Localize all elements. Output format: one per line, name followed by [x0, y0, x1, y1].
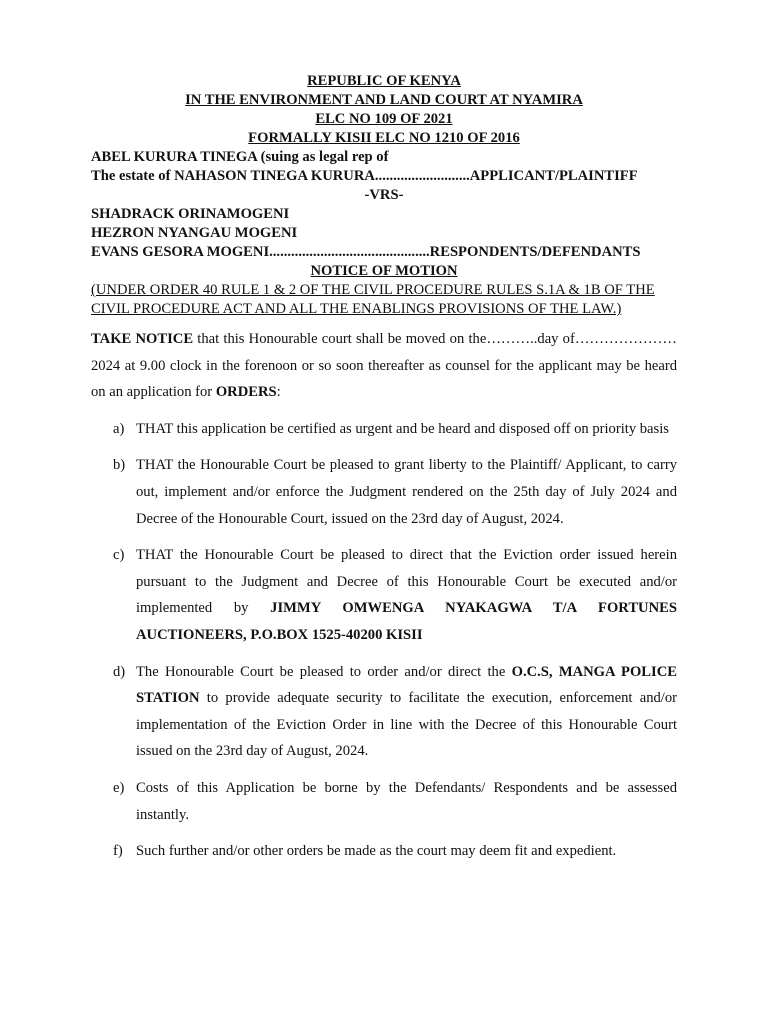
order-text: THAT the Honourable Court be pleased to direct that the Eviction order issued herein pursuant to the Judgment and Decree of this Honourable Court be executed and/or implemented by: [136, 547, 677, 617]
order-text-before: The Honourable Court be pleased to order and/or direct the: [136, 663, 512, 680]
former-case-number: FORMALLY KISII ELC NO 1210 OF 2016: [248, 130, 520, 146]
notice-body: [91, 326, 677, 875]
order-letter: f): [113, 843, 123, 860]
order-text: Such further and/or other orders be made as the court may deem fit and expedient.: [136, 843, 617, 860]
police-station-name: O.C.S, MANGA POLICE STATION: [136, 663, 677, 707]
order-item-c: [91, 542, 677, 648]
case-header: [91, 72, 677, 319]
applicant-line-2: The estate of NAHASON TINEGA KURURA..........................APPLICANT/PLAINTIFF: [91, 168, 638, 184]
order-item-f: [91, 838, 677, 865]
take-notice-label: TAKE NOTICE: [91, 331, 194, 347]
orders-label: ORDERS: [215, 384, 277, 401]
court-heading: IN THE ENVIRONMENT AND LAND COURT AT NYAMIRA: [185, 92, 583, 108]
order-text: THAT this application be certified as urgent and be heard and disposed off on priority basis: [136, 420, 669, 437]
respondent-2: HEZRON NYANGAU MOGENI: [91, 225, 298, 241]
order-letter: c): [113, 547, 125, 564]
republic-heading: REPUBLIC OF KENYA: [307, 73, 461, 89]
respondent-3: EVANS GESORA MOGENI............................................RESPONDENTS/DEFENDANTS: [91, 244, 641, 260]
respondent-1: SHADRACK ORINAMOGENI: [91, 206, 290, 222]
order-letter: a): [113, 420, 125, 437]
order-letter: e): [113, 779, 125, 796]
orders-list: [91, 416, 677, 865]
intro-text: that this Honourable court shall be moved on the………..day of…………………2024 at 9.00 clock in the forenoon or so soon thereafter as counsel for the applicant may be heard on an application for: [91, 331, 677, 401]
auctioneer-name: JIMMY OMWENGA NYAKAGWA T/A FORTUNES AUCTIONEERS, P.O.BOX 1525-40200 KISII: [136, 600, 677, 643]
order-letter: b): [113, 457, 126, 474]
order-letter: d): [113, 663, 126, 680]
legal-basis: (UNDER ORDER 40 RULE 1 & 2 OF THE CIVIL PROCEDURE RULES S.1A & 1B OF THE CIVIL PROCEDURE ACT AND ALL THE ENABLINGS PROVISIONS OF THE LAW.): [91, 282, 655, 317]
intro-colon: :: [276, 384, 281, 401]
order-item-e: [91, 775, 677, 828]
order-text: Costs of this Application be borne by the Defendants/ Respondents and be assessed instantly.: [136, 779, 677, 823]
notice-title: NOTICE OF MOTION: [310, 263, 458, 279]
versus-label: -VRS-: [364, 187, 404, 203]
order-item-a: [91, 416, 677, 443]
order-text-after: to provide adequate security to facilitate the execution, enforcement and/or implementation of the Eviction Order in line with the Decree of this Honourable Court issued on the 23rd day of August, 2024.: [136, 690, 677, 760]
case-number: ELC NO 109 OF 2021: [315, 111, 453, 127]
order-text: THAT the Honourable Court be pleased to grant liberty to the Plaintiff/ Applicant, to carry out, implement and/or enforce the Judgment rendered on the 25th day of July 2024 and Decree of the Honourable Court, issued on the 23rd day of August, 2024.: [136, 457, 677, 527]
intro-paragraph: [91, 326, 677, 406]
order-item-d: [91, 659, 677, 765]
order-item-b: [91, 452, 677, 532]
applicant-line-1: ABEL KURURA TINEGA (suing as legal rep of: [91, 149, 389, 165]
